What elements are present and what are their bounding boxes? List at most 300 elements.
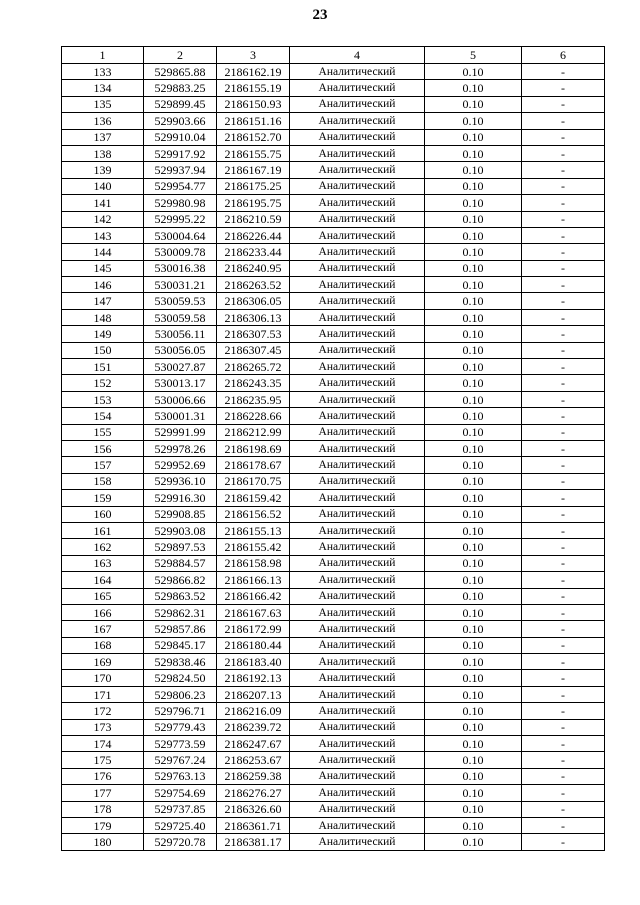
y-coordinate-cell: 2186233.44 <box>217 244 290 260</box>
y-coordinate-cell: 2186226.44 <box>217 227 290 243</box>
y-coordinate-cell: 2186247.67 <box>217 736 290 752</box>
method-cell: Аналитический <box>290 522 425 538</box>
accuracy-cell: 0.10 <box>425 686 522 702</box>
y-coordinate-cell: 2186239.72 <box>217 719 290 735</box>
note-cell: - <box>522 359 605 375</box>
table-row <box>62 178 605 194</box>
column-header: 6 <box>522 47 605 64</box>
y-coordinate-cell: 2186240.95 <box>217 260 290 276</box>
y-coordinate-cell: 2186155.19 <box>217 80 290 96</box>
y-coordinate-cell: 2186276.27 <box>217 785 290 801</box>
point-number-cell: 178 <box>62 801 144 817</box>
y-coordinate-cell: 2186167.19 <box>217 162 290 178</box>
x-coordinate-cell: 529899.45 <box>144 96 217 112</box>
y-coordinate-cell: 2186307.45 <box>217 342 290 358</box>
table-row <box>62 211 605 227</box>
note-cell: - <box>522 375 605 391</box>
y-coordinate-cell: 2186259.38 <box>217 768 290 784</box>
x-coordinate-cell: 530056.11 <box>144 326 217 342</box>
method-cell: Аналитический <box>290 80 425 96</box>
method-cell: Аналитический <box>290 440 425 456</box>
x-coordinate-cell: 530059.58 <box>144 309 217 325</box>
table-row <box>62 703 605 719</box>
accuracy-cell: 0.10 <box>425 801 522 817</box>
table-row <box>62 277 605 293</box>
note-cell: - <box>522 260 605 276</box>
x-coordinate-cell: 529806.23 <box>144 686 217 702</box>
note-cell: - <box>522 621 605 637</box>
x-coordinate-cell: 529980.98 <box>144 195 217 211</box>
accuracy-cell: 0.10 <box>425 719 522 735</box>
table-row <box>62 113 605 129</box>
y-coordinate-cell: 2186170.75 <box>217 473 290 489</box>
accuracy-cell: 0.10 <box>425 670 522 686</box>
x-coordinate-cell: 530056.05 <box>144 342 217 358</box>
y-coordinate-cell: 2186155.13 <box>217 522 290 538</box>
point-number-cell: 152 <box>62 375 144 391</box>
table-row <box>62 834 605 850</box>
x-coordinate-cell: 529936.10 <box>144 473 217 489</box>
note-cell: - <box>522 801 605 817</box>
accuracy-cell: 0.10 <box>425 834 522 850</box>
table-body <box>62 64 605 851</box>
y-coordinate-cell: 2186306.13 <box>217 309 290 325</box>
note-cell: - <box>522 539 605 555</box>
y-coordinate-cell: 2186156.52 <box>217 506 290 522</box>
table-row <box>62 408 605 424</box>
y-coordinate-cell: 2186216.09 <box>217 703 290 719</box>
point-number-cell: 136 <box>62 113 144 129</box>
note-cell: - <box>522 834 605 850</box>
y-coordinate-cell: 2186195.75 <box>217 195 290 211</box>
note-cell: - <box>522 490 605 506</box>
point-number-cell: 139 <box>62 162 144 178</box>
point-number-cell: 164 <box>62 572 144 588</box>
note-cell: - <box>522 686 605 702</box>
note-cell: - <box>522 342 605 358</box>
table-row <box>62 588 605 604</box>
accuracy-cell: 0.10 <box>425 588 522 604</box>
table-row <box>62 490 605 506</box>
point-number-cell: 179 <box>62 817 144 833</box>
accuracy-cell: 0.10 <box>425 145 522 161</box>
point-number-cell: 165 <box>62 588 144 604</box>
point-number-cell: 153 <box>62 391 144 407</box>
note-cell: - <box>522 572 605 588</box>
y-coordinate-cell: 2186158.98 <box>217 555 290 571</box>
accuracy-cell: 0.10 <box>425 424 522 440</box>
table-header <box>62 47 605 64</box>
column-header: 4 <box>290 47 425 64</box>
method-cell: Аналитический <box>290 162 425 178</box>
point-number-cell: 147 <box>62 293 144 309</box>
point-number-cell: 144 <box>62 244 144 260</box>
y-coordinate-cell: 2186162.19 <box>217 64 290 80</box>
table-row <box>62 637 605 653</box>
point-number-cell: 156 <box>62 440 144 456</box>
method-cell: Аналитический <box>290 326 425 342</box>
method-cell: Аналитический <box>290 64 425 80</box>
x-coordinate-cell: 529897.53 <box>144 539 217 555</box>
note-cell: - <box>522 309 605 325</box>
accuracy-cell: 0.10 <box>425 440 522 456</box>
method-cell: Аналитический <box>290 129 425 145</box>
table-row <box>62 768 605 784</box>
method-cell: Аналитический <box>290 277 425 293</box>
table-row <box>62 424 605 440</box>
table-row <box>62 326 605 342</box>
table-row <box>62 145 605 161</box>
coordinates-table <box>61 46 605 851</box>
point-number-cell: 148 <box>62 309 144 325</box>
y-coordinate-cell: 2186192.13 <box>217 670 290 686</box>
y-coordinate-cell: 2186326.60 <box>217 801 290 817</box>
point-number-cell: 174 <box>62 736 144 752</box>
point-number-cell: 163 <box>62 555 144 571</box>
column-header: 2 <box>144 47 217 64</box>
table-row <box>62 162 605 178</box>
table-row <box>62 359 605 375</box>
accuracy-cell: 0.10 <box>425 195 522 211</box>
point-number-cell: 172 <box>62 703 144 719</box>
y-coordinate-cell: 2186361.71 <box>217 817 290 833</box>
x-coordinate-cell: 529978.26 <box>144 440 217 456</box>
x-coordinate-cell: 529725.40 <box>144 817 217 833</box>
accuracy-cell: 0.10 <box>425 572 522 588</box>
header-row <box>62 47 605 64</box>
method-cell: Аналитический <box>290 834 425 850</box>
accuracy-cell: 0.10 <box>425 752 522 768</box>
table-row <box>62 473 605 489</box>
accuracy-cell: 0.10 <box>425 768 522 784</box>
method-cell: Аналитический <box>290 309 425 325</box>
point-number-cell: 133 <box>62 64 144 80</box>
note-cell: - <box>522 96 605 112</box>
note-cell: - <box>522 195 605 211</box>
method-cell: Аналитический <box>290 703 425 719</box>
point-number-cell: 154 <box>62 408 144 424</box>
note-cell: - <box>522 440 605 456</box>
table-row <box>62 670 605 686</box>
point-number-cell: 167 <box>62 621 144 637</box>
x-coordinate-cell: 529754.69 <box>144 785 217 801</box>
accuracy-cell: 0.10 <box>425 654 522 670</box>
table-row <box>62 342 605 358</box>
accuracy-cell: 0.10 <box>425 817 522 833</box>
x-coordinate-cell: 529863.52 <box>144 588 217 604</box>
point-number-cell: 161 <box>62 522 144 538</box>
y-coordinate-cell: 2186381.17 <box>217 834 290 850</box>
method-cell: Аналитический <box>290 670 425 686</box>
point-number-cell: 135 <box>62 96 144 112</box>
method-cell: Аналитический <box>290 572 425 588</box>
note-cell: - <box>522 408 605 424</box>
note-cell: - <box>522 80 605 96</box>
note-cell: - <box>522 211 605 227</box>
table-row <box>62 293 605 309</box>
point-number-cell: 134 <box>62 80 144 96</box>
note-cell: - <box>522 178 605 194</box>
accuracy-cell: 0.10 <box>425 211 522 227</box>
method-cell: Аналитический <box>290 604 425 620</box>
accuracy-cell: 0.10 <box>425 604 522 620</box>
table-row <box>62 260 605 276</box>
accuracy-cell: 0.10 <box>425 293 522 309</box>
method-cell: Аналитический <box>290 801 425 817</box>
accuracy-cell: 0.10 <box>425 96 522 112</box>
x-coordinate-cell: 529865.88 <box>144 64 217 80</box>
y-coordinate-cell: 2186151.16 <box>217 113 290 129</box>
method-cell: Аналитический <box>290 736 425 752</box>
point-number-cell: 151 <box>62 359 144 375</box>
y-coordinate-cell: 2186155.75 <box>217 145 290 161</box>
point-number-cell: 168 <box>62 637 144 653</box>
x-coordinate-cell: 529908.85 <box>144 506 217 522</box>
note-cell: - <box>522 670 605 686</box>
note-cell: - <box>522 473 605 489</box>
method-cell: Аналитический <box>290 490 425 506</box>
point-number-cell: 159 <box>62 490 144 506</box>
method-cell: Аналитический <box>290 391 425 407</box>
note-cell: - <box>522 162 605 178</box>
y-coordinate-cell: 2186307.53 <box>217 326 290 342</box>
method-cell: Аналитический <box>290 539 425 555</box>
y-coordinate-cell: 2186198.69 <box>217 440 290 456</box>
table-row <box>62 129 605 145</box>
x-coordinate-cell: 529866.82 <box>144 572 217 588</box>
method-cell: Аналитический <box>290 457 425 473</box>
table-row <box>62 64 605 80</box>
method-cell: Аналитический <box>290 293 425 309</box>
table-row <box>62 227 605 243</box>
point-number-cell: 145 <box>62 260 144 276</box>
note-cell: - <box>522 506 605 522</box>
point-number-cell: 157 <box>62 457 144 473</box>
y-coordinate-cell: 2186180.44 <box>217 637 290 653</box>
method-cell: Аналитический <box>290 768 425 784</box>
accuracy-cell: 0.10 <box>425 621 522 637</box>
y-coordinate-cell: 2186235.95 <box>217 391 290 407</box>
note-cell: - <box>522 588 605 604</box>
accuracy-cell: 0.10 <box>425 555 522 571</box>
accuracy-cell: 0.10 <box>425 539 522 555</box>
table-row <box>62 686 605 702</box>
method-cell: Аналитический <box>290 785 425 801</box>
point-number-cell: 141 <box>62 195 144 211</box>
note-cell: - <box>522 719 605 735</box>
note-cell: - <box>522 64 605 80</box>
y-coordinate-cell: 2186263.52 <box>217 277 290 293</box>
method-cell: Аналитический <box>290 96 425 112</box>
note-cell: - <box>522 227 605 243</box>
note-cell: - <box>522 522 605 538</box>
x-coordinate-cell: 530006.66 <box>144 391 217 407</box>
x-coordinate-cell: 530059.53 <box>144 293 217 309</box>
point-number-cell: 166 <box>62 604 144 620</box>
x-coordinate-cell: 529773.59 <box>144 736 217 752</box>
point-number-cell: 142 <box>62 211 144 227</box>
method-cell: Аналитический <box>290 637 425 653</box>
method-cell: Аналитический <box>290 621 425 637</box>
point-number-cell: 177 <box>62 785 144 801</box>
note-cell: - <box>522 244 605 260</box>
note-cell: - <box>522 391 605 407</box>
method-cell: Аналитический <box>290 178 425 194</box>
point-number-cell: 143 <box>62 227 144 243</box>
y-coordinate-cell: 2186306.05 <box>217 293 290 309</box>
x-coordinate-cell: 529916.30 <box>144 490 217 506</box>
accuracy-cell: 0.10 <box>425 178 522 194</box>
method-cell: Аналитический <box>290 244 425 260</box>
x-coordinate-cell: 529796.71 <box>144 703 217 719</box>
x-coordinate-cell: 529838.46 <box>144 654 217 670</box>
method-cell: Аналитический <box>290 260 425 276</box>
x-coordinate-cell: 529720.78 <box>144 834 217 850</box>
accuracy-cell: 0.10 <box>425 244 522 260</box>
x-coordinate-cell: 530009.78 <box>144 244 217 260</box>
point-number-cell: 140 <box>62 178 144 194</box>
table-row <box>62 440 605 456</box>
table-row <box>62 604 605 620</box>
point-number-cell: 171 <box>62 686 144 702</box>
method-cell: Аналитический <box>290 817 425 833</box>
accuracy-cell: 0.10 <box>425 227 522 243</box>
x-coordinate-cell: 529779.43 <box>144 719 217 735</box>
note-cell: - <box>522 817 605 833</box>
method-cell: Аналитический <box>290 752 425 768</box>
method-cell: Аналитический <box>290 408 425 424</box>
point-number-cell: 137 <box>62 129 144 145</box>
x-coordinate-cell: 530027.87 <box>144 359 217 375</box>
accuracy-cell: 0.10 <box>425 375 522 391</box>
x-coordinate-cell: 530001.31 <box>144 408 217 424</box>
point-number-cell: 173 <box>62 719 144 735</box>
table-row <box>62 654 605 670</box>
accuracy-cell: 0.10 <box>425 457 522 473</box>
method-cell: Аналитический <box>290 719 425 735</box>
y-coordinate-cell: 2186265.72 <box>217 359 290 375</box>
point-number-cell: 155 <box>62 424 144 440</box>
method-cell: Аналитический <box>290 473 425 489</box>
table-row <box>62 752 605 768</box>
point-number-cell: 146 <box>62 277 144 293</box>
column-header: 3 <box>217 47 290 64</box>
accuracy-cell: 0.10 <box>425 260 522 276</box>
table-row <box>62 539 605 555</box>
y-coordinate-cell: 2186155.42 <box>217 539 290 555</box>
x-coordinate-cell: 529995.22 <box>144 211 217 227</box>
point-number-cell: 175 <box>62 752 144 768</box>
page-number: 23 <box>312 7 328 23</box>
note-cell: - <box>522 326 605 342</box>
table-row <box>62 80 605 96</box>
y-coordinate-cell: 2186183.40 <box>217 654 290 670</box>
table-row <box>62 522 605 538</box>
accuracy-cell: 0.10 <box>425 80 522 96</box>
table-row <box>62 457 605 473</box>
x-coordinate-cell: 529910.04 <box>144 129 217 145</box>
table-row <box>62 817 605 833</box>
table-row <box>62 506 605 522</box>
x-coordinate-cell: 529884.57 <box>144 555 217 571</box>
table-row <box>62 391 605 407</box>
point-number-cell: 180 <box>62 834 144 850</box>
accuracy-cell: 0.10 <box>425 785 522 801</box>
note-cell: - <box>522 113 605 129</box>
table-row <box>62 96 605 112</box>
y-coordinate-cell: 2186212.99 <box>217 424 290 440</box>
method-cell: Аналитический <box>290 211 425 227</box>
accuracy-cell: 0.10 <box>425 736 522 752</box>
x-coordinate-cell: 529903.08 <box>144 522 217 538</box>
y-coordinate-cell: 2186166.42 <box>217 588 290 604</box>
x-coordinate-cell: 529937.94 <box>144 162 217 178</box>
accuracy-cell: 0.10 <box>425 359 522 375</box>
note-cell: - <box>522 457 605 473</box>
x-coordinate-cell: 530016.38 <box>144 260 217 276</box>
accuracy-cell: 0.10 <box>425 391 522 407</box>
method-cell: Аналитический <box>290 375 425 391</box>
y-coordinate-cell: 2186166.13 <box>217 572 290 588</box>
y-coordinate-cell: 2186159.42 <box>217 490 290 506</box>
x-coordinate-cell: 529763.13 <box>144 768 217 784</box>
table-row <box>62 736 605 752</box>
method-cell: Аналитический <box>290 506 425 522</box>
note-cell: - <box>522 736 605 752</box>
x-coordinate-cell: 529903.66 <box>144 113 217 129</box>
accuracy-cell: 0.10 <box>425 490 522 506</box>
note-cell: - <box>522 424 605 440</box>
point-number-cell: 162 <box>62 539 144 555</box>
accuracy-cell: 0.10 <box>425 522 522 538</box>
accuracy-cell: 0.10 <box>425 113 522 129</box>
accuracy-cell: 0.10 <box>425 309 522 325</box>
x-coordinate-cell: 530013.17 <box>144 375 217 391</box>
point-number-cell: 150 <box>62 342 144 358</box>
note-cell: - <box>522 637 605 653</box>
y-coordinate-cell: 2186210.59 <box>217 211 290 227</box>
method-cell: Аналитический <box>290 145 425 161</box>
table-row <box>62 801 605 817</box>
note-cell: - <box>522 293 605 309</box>
note-cell: - <box>522 277 605 293</box>
note-cell: - <box>522 604 605 620</box>
y-coordinate-cell: 2186175.25 <box>217 178 290 194</box>
x-coordinate-cell: 530031.21 <box>144 277 217 293</box>
x-coordinate-cell: 529991.99 <box>144 424 217 440</box>
method-cell: Аналитический <box>290 195 425 211</box>
x-coordinate-cell: 529883.25 <box>144 80 217 96</box>
column-header: 1 <box>62 47 144 64</box>
note-cell: - <box>522 768 605 784</box>
note-cell: - <box>522 555 605 571</box>
x-coordinate-cell: 529917.92 <box>144 145 217 161</box>
note-cell: - <box>522 703 605 719</box>
x-coordinate-cell: 529954.77 <box>144 178 217 194</box>
y-coordinate-cell: 2186167.63 <box>217 604 290 620</box>
note-cell: - <box>522 785 605 801</box>
y-coordinate-cell: 2186228.66 <box>217 408 290 424</box>
accuracy-cell: 0.10 <box>425 703 522 719</box>
point-number-cell: 160 <box>62 506 144 522</box>
y-coordinate-cell: 2186178.67 <box>217 457 290 473</box>
accuracy-cell: 0.10 <box>425 326 522 342</box>
accuracy-cell: 0.10 <box>425 637 522 653</box>
point-number-cell: 149 <box>62 326 144 342</box>
column-header: 5 <box>425 47 522 64</box>
table-row <box>62 309 605 325</box>
note-cell: - <box>522 129 605 145</box>
